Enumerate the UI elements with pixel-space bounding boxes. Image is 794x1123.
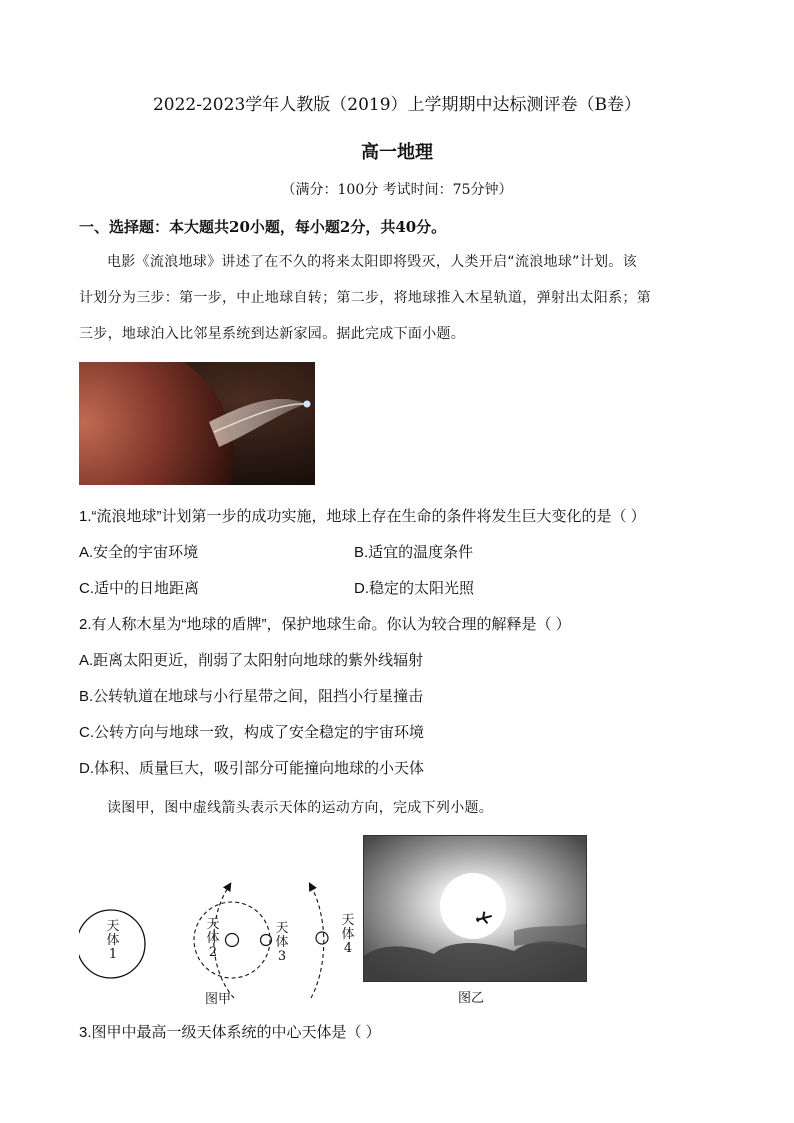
q1-option-a: A.安全的宇宙环境 xyxy=(79,544,199,561)
caption-figure-b: 图乙 xyxy=(458,991,485,1006)
q2-option-a: A.距离太阳更近，削弱了太阳射向地球的紫外线辐射 xyxy=(79,652,424,669)
question-1-stem: 1.“流浪地球”计划第一步的成功实施，地球上存在生命的条件将发生巨大变化的是（ ） xyxy=(79,508,646,525)
exam-title: 2022-2023学年人教版（2019）上学期期中达标测评卷（B卷） xyxy=(152,95,642,115)
label-body-2: 天体2 xyxy=(206,917,220,960)
body-2-circle xyxy=(226,934,239,947)
q1-option-c: C.适中的日地距离 xyxy=(79,580,200,597)
question-3-stem: 3.图甲中最高一级天体系统的中心天体是（ ） xyxy=(79,1024,381,1041)
body-4-circle xyxy=(316,932,328,944)
q2-option-b: B.公转轨道在地球与小行星带之间，阻挡小行星撞击 xyxy=(79,688,424,705)
q1-option-d: D.稳定的太阳光照 xyxy=(354,580,475,597)
passage-line-3: 三步，地球泊入比邻星系统到达新家园。据此完成下面小题。 xyxy=(79,326,466,342)
question-2-stem: 2.有人称木星为“地球的盾牌”，保护地球生命。你认为较合理的解释是（ ） xyxy=(79,616,571,633)
figure-b-photo xyxy=(363,835,587,982)
label-body-1: 天体1 xyxy=(106,919,120,962)
q2-option-d: D.体积、质量巨大，吸引部分可能撞向地球的小天体 xyxy=(79,760,425,777)
caption-figure-a: 图甲 xyxy=(205,992,232,1007)
passage-2: 读图甲，图中虚线箭头表示天体的运动方向，完成下列小题。 xyxy=(107,800,494,816)
passage-line-1: 电影《流浪地球》讲述了在不久的将来太阳即将毁灭，人类开启“流浪地球”计划。该 xyxy=(107,254,637,270)
q1-option-b: B.适宜的温度条件 xyxy=(354,544,474,561)
planet-image xyxy=(79,362,315,485)
figure-a xyxy=(79,880,359,1010)
passage-line-2: 计划分为三步：第一步，中止地球自转；第二步，将地球推入木星轨道，弹射出太阳系；第 xyxy=(79,290,651,306)
sun-photo-image xyxy=(364,836,586,981)
exam-meta: （满分：100分 考试时间：75分钟） xyxy=(281,182,513,198)
planet-photo xyxy=(79,362,315,485)
section-heading: 一、选择题：本大题共20小题，每小题2分，共40分。 xyxy=(79,218,447,236)
q2-option-c: C.公转方向与地球一致，构成了安全稳定的宇宙环境 xyxy=(79,724,425,741)
subject-title: 高一地理 xyxy=(361,142,433,163)
label-body-3: 天体3 xyxy=(275,921,289,964)
label-body-4: 天体4 xyxy=(341,913,355,956)
